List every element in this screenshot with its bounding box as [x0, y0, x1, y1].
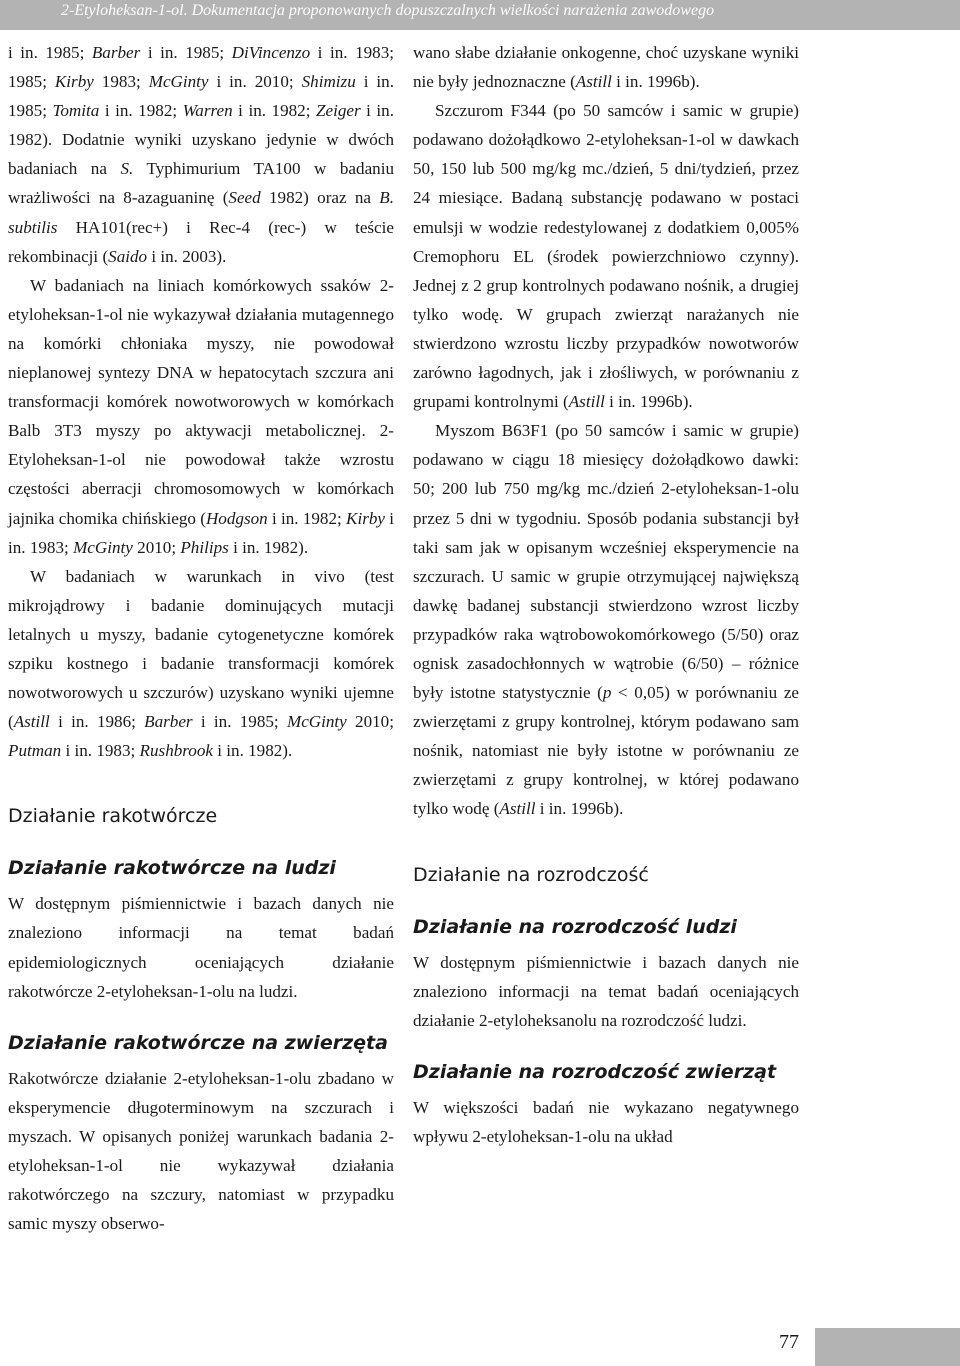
text-run: 1982) oraz na: [260, 188, 380, 208]
text-run: i in. 1985;: [8, 72, 394, 121]
italic-text: S.: [120, 159, 134, 179]
paragraph: [413, 948, 799, 1035]
paragraph: [413, 96, 799, 416]
italic-text: Astill: [13, 712, 50, 732]
italic-text: Shimizu: [301, 72, 356, 92]
paragraph: [8, 1064, 394, 1239]
running-header-title: 2-Etyloheksan-1-ol. Dokumentacja proponowanych dopuszczalnych wielkości narażenia zawodowego: [61, 2, 715, 19]
text-run: i in. 1983; 1985;: [8, 43, 395, 92]
subsection-heading: Działanie rakotwórcze na ludzi: [8, 857, 336, 880]
text-run: i in. 1983;: [61, 741, 140, 761]
italic-text: Astill: [568, 392, 605, 412]
italic-text: DiVincenzo: [231, 43, 311, 62]
text-run: HA101(rec+) i Rec-4 (rec-) w teście rekombinacji (: [8, 217, 394, 266]
left-column: [8, 38, 394, 1238]
italic-text: Hodgson: [205, 508, 268, 528]
italic-text: Tomita: [52, 101, 100, 121]
text-run: 2010;: [346, 712, 394, 732]
italic-text: Barber: [144, 712, 193, 732]
text-run: wano słabe działanie onkogenne, choć uzyskane wyniki nie były jednoznaczne (: [413, 43, 799, 92]
text-run: W dostępnym piśmiennictwie i bazach danych nie znaleziono informacji na temat badań epidemiologicznych oceniających działanie rakotwórcze 2-etyloheksan-1-olu na ludzi.: [8, 894, 394, 1001]
text-run: i in. 1983;: [8, 508, 395, 557]
text-run: i in. 1982).: [212, 741, 293, 761]
text-run: i in. 1982;: [267, 508, 347, 528]
paragraph: [413, 416, 799, 823]
text-run: W badaniach na liniach komórkowych ssaków 2-etyloheksan-1-ol nie wykazywał działania mutagennego na komórki chłoniaka myszy, nie powodował nieplanowej syntezy DNA w hepatocytach szczura ani transformacji komórek nowotworowych w komórkach Balb 3T3 myszy po aktywacji metabolicznej. 2-Etyloheksan-1-ol nie powodował także wzrostu częstości aberracji chromosomowych w komórkach jajnika chomika chińskiego (: [8, 275, 394, 528]
text-run: i in. 1982;: [232, 101, 316, 121]
text-run: i in. 1982).: [228, 537, 309, 557]
subsection-heading: Działanie rakotwórcze na zwierzęta: [8, 1031, 388, 1054]
text-run: i in. 1996b).: [535, 799, 624, 819]
italic-text: Philips: [180, 537, 229, 557]
text-run: i in. 1982). Dodatnie wyniki uzyskano jedynie w dwóch badaniach na: [8, 101, 394, 179]
text-run: 2010;: [132, 537, 181, 557]
italic-text: Zeiger: [315, 101, 361, 121]
subsection-heading: Działanie na rozrodczość ludzi: [413, 915, 737, 938]
text-run: i in. 1996b).: [611, 72, 700, 92]
paragraph: [8, 889, 394, 1005]
italic-text: McGinty: [73, 537, 133, 557]
text-run: W dostępnym piśmiennictwie i bazach danych nie znaleziono informacji na temat badań oceniających działanie 2-etyloheksanolu na rozrodczość ludzi.: [413, 952, 799, 1030]
text-run: i in. 1985;: [192, 712, 287, 732]
paragraph: [413, 38, 799, 96]
italic-text: Kirby: [54, 72, 94, 92]
paragraph: [8, 562, 394, 766]
text-run: W badaniach w warunkach in vivo (test mikrojądrowy i badanie dominujących mutacji letalnych u myszy, badanie cytogenetyczne komórek szpiku kostnego i badanie transformacji komórek nowotworowych u szczurów) uzyskano wyniki ujemne (: [8, 566, 394, 732]
italic-text: Barber: [91, 43, 141, 62]
paragraph: [8, 38, 394, 271]
section-heading: Działanie rakotwórcze: [8, 805, 218, 828]
text-run: i in. 1996b).: [604, 392, 693, 412]
text-run: i in. 1982;: [99, 101, 183, 121]
italic-text: McGinty: [148, 72, 209, 92]
text-run: Myszom B63F1 (po 50 samców i samic w grupie) podawano w ciągu 18 miesięcy dożołądkowo dawki: 50; 200 lub 750 mg/kg mc./dzień 2-etyloheksan-1-olu przez 5 dni w tygodniu. Sposób podania substancji był taki sam jak w opisanym wcześniej eksperymencie na szczurach. U samic w grupie otrzymującej największą dawkę badanej substancji stwierdzono wzrost liczby przypadków raka wątrobowokomórkowego (5/50) oraz ognisk zasadochłonnych w wątrobie (6/50) – różnice były istotne statystycznie (: [413, 421, 799, 703]
text-run: Rakotwórcze działanie 2-etyloheksan-1-olu zbadano w eksperymencie długoterminowym na szczurach i myszach. W opisanych poniżej warunkach badania 2-etyloheksan-1-ol nie wykazywał działania rakotwórczego na szczury, natomiast w przypadku samic myszy obserwo-: [8, 1068, 394, 1234]
italic-text: Rushbrook: [139, 741, 213, 761]
text-run: Szczurom F344 (po 50 samców i samic w grupie) podawano dożołądkowo 2-etyloheksan-1-ol w dawkach 50, 150 lub 500 mg/kg mc./dzień, 5 dni/tydzień, przez 24 miesiące. Badaną substancję podawano w postaci emulsji w wodzie redestylowanej z dodatkiem 0,005% Cremophoru EL (środek powierzchniowo czynny). Jednej z 2 grup kontrolnych podawano nośnik, a drugiej tylko wodę. W grupach zwierząt narażanych nie stwierdzono wzrostu liczby przypadków nowotworów zarówno łagodnych, jak i złośliwych, w porównaniu z grupami kontrolnymi (: [413, 101, 799, 412]
italic-text: Warren: [182, 101, 233, 121]
right-column: [413, 38, 799, 1151]
text-run: W większości badań nie wykazano negatywnego wpływu 2-etyloheksan-1-olu na układ: [413, 1097, 799, 1146]
footer-bar: [815, 1328, 960, 1366]
page-number: 77: [779, 1331, 799, 1353]
text-run: < 0,05) w porównaniu ze zwierzętami z grupy kontrolnej, którym podawano sam nośnik, natomiast nie były istotne w porównaniu ze zwierzętami z grupy kontrolnej, w której podawano tylko wodę (: [413, 683, 799, 819]
italic-text: McGinty: [286, 712, 347, 732]
italic-text: Astill: [499, 799, 536, 819]
paragraph: [413, 1093, 799, 1151]
running-header: [0, 0, 960, 30]
text-run: i in. 1985;: [8, 43, 92, 62]
italic-text: Kirby: [346, 508, 385, 528]
text-run: i in. 2003).: [147, 246, 227, 266]
italic-text: Putman: [8, 741, 62, 761]
text-run: i in. 1985;: [140, 43, 232, 62]
italic-text: B. subtilis: [8, 188, 394, 237]
text-run: Typhimurium TA100 w badaniu wrażliwości na 8-azaguaninę (: [8, 159, 394, 208]
italic-text: Seed: [228, 188, 261, 208]
text-run: 1983;: [93, 72, 149, 92]
section-heading: Działanie na rozrodczość: [413, 863, 649, 886]
text-run: i in. 2010;: [208, 72, 302, 92]
paragraph: [8, 271, 394, 562]
text-run: i in. 1986;: [49, 712, 145, 732]
italic-text: Astill: [575, 72, 612, 92]
subsection-heading: Działanie na rozrodczość zwierząt: [413, 1060, 777, 1083]
italic-text: Saido: [108, 246, 148, 266]
italic-text: p: [602, 683, 612, 703]
